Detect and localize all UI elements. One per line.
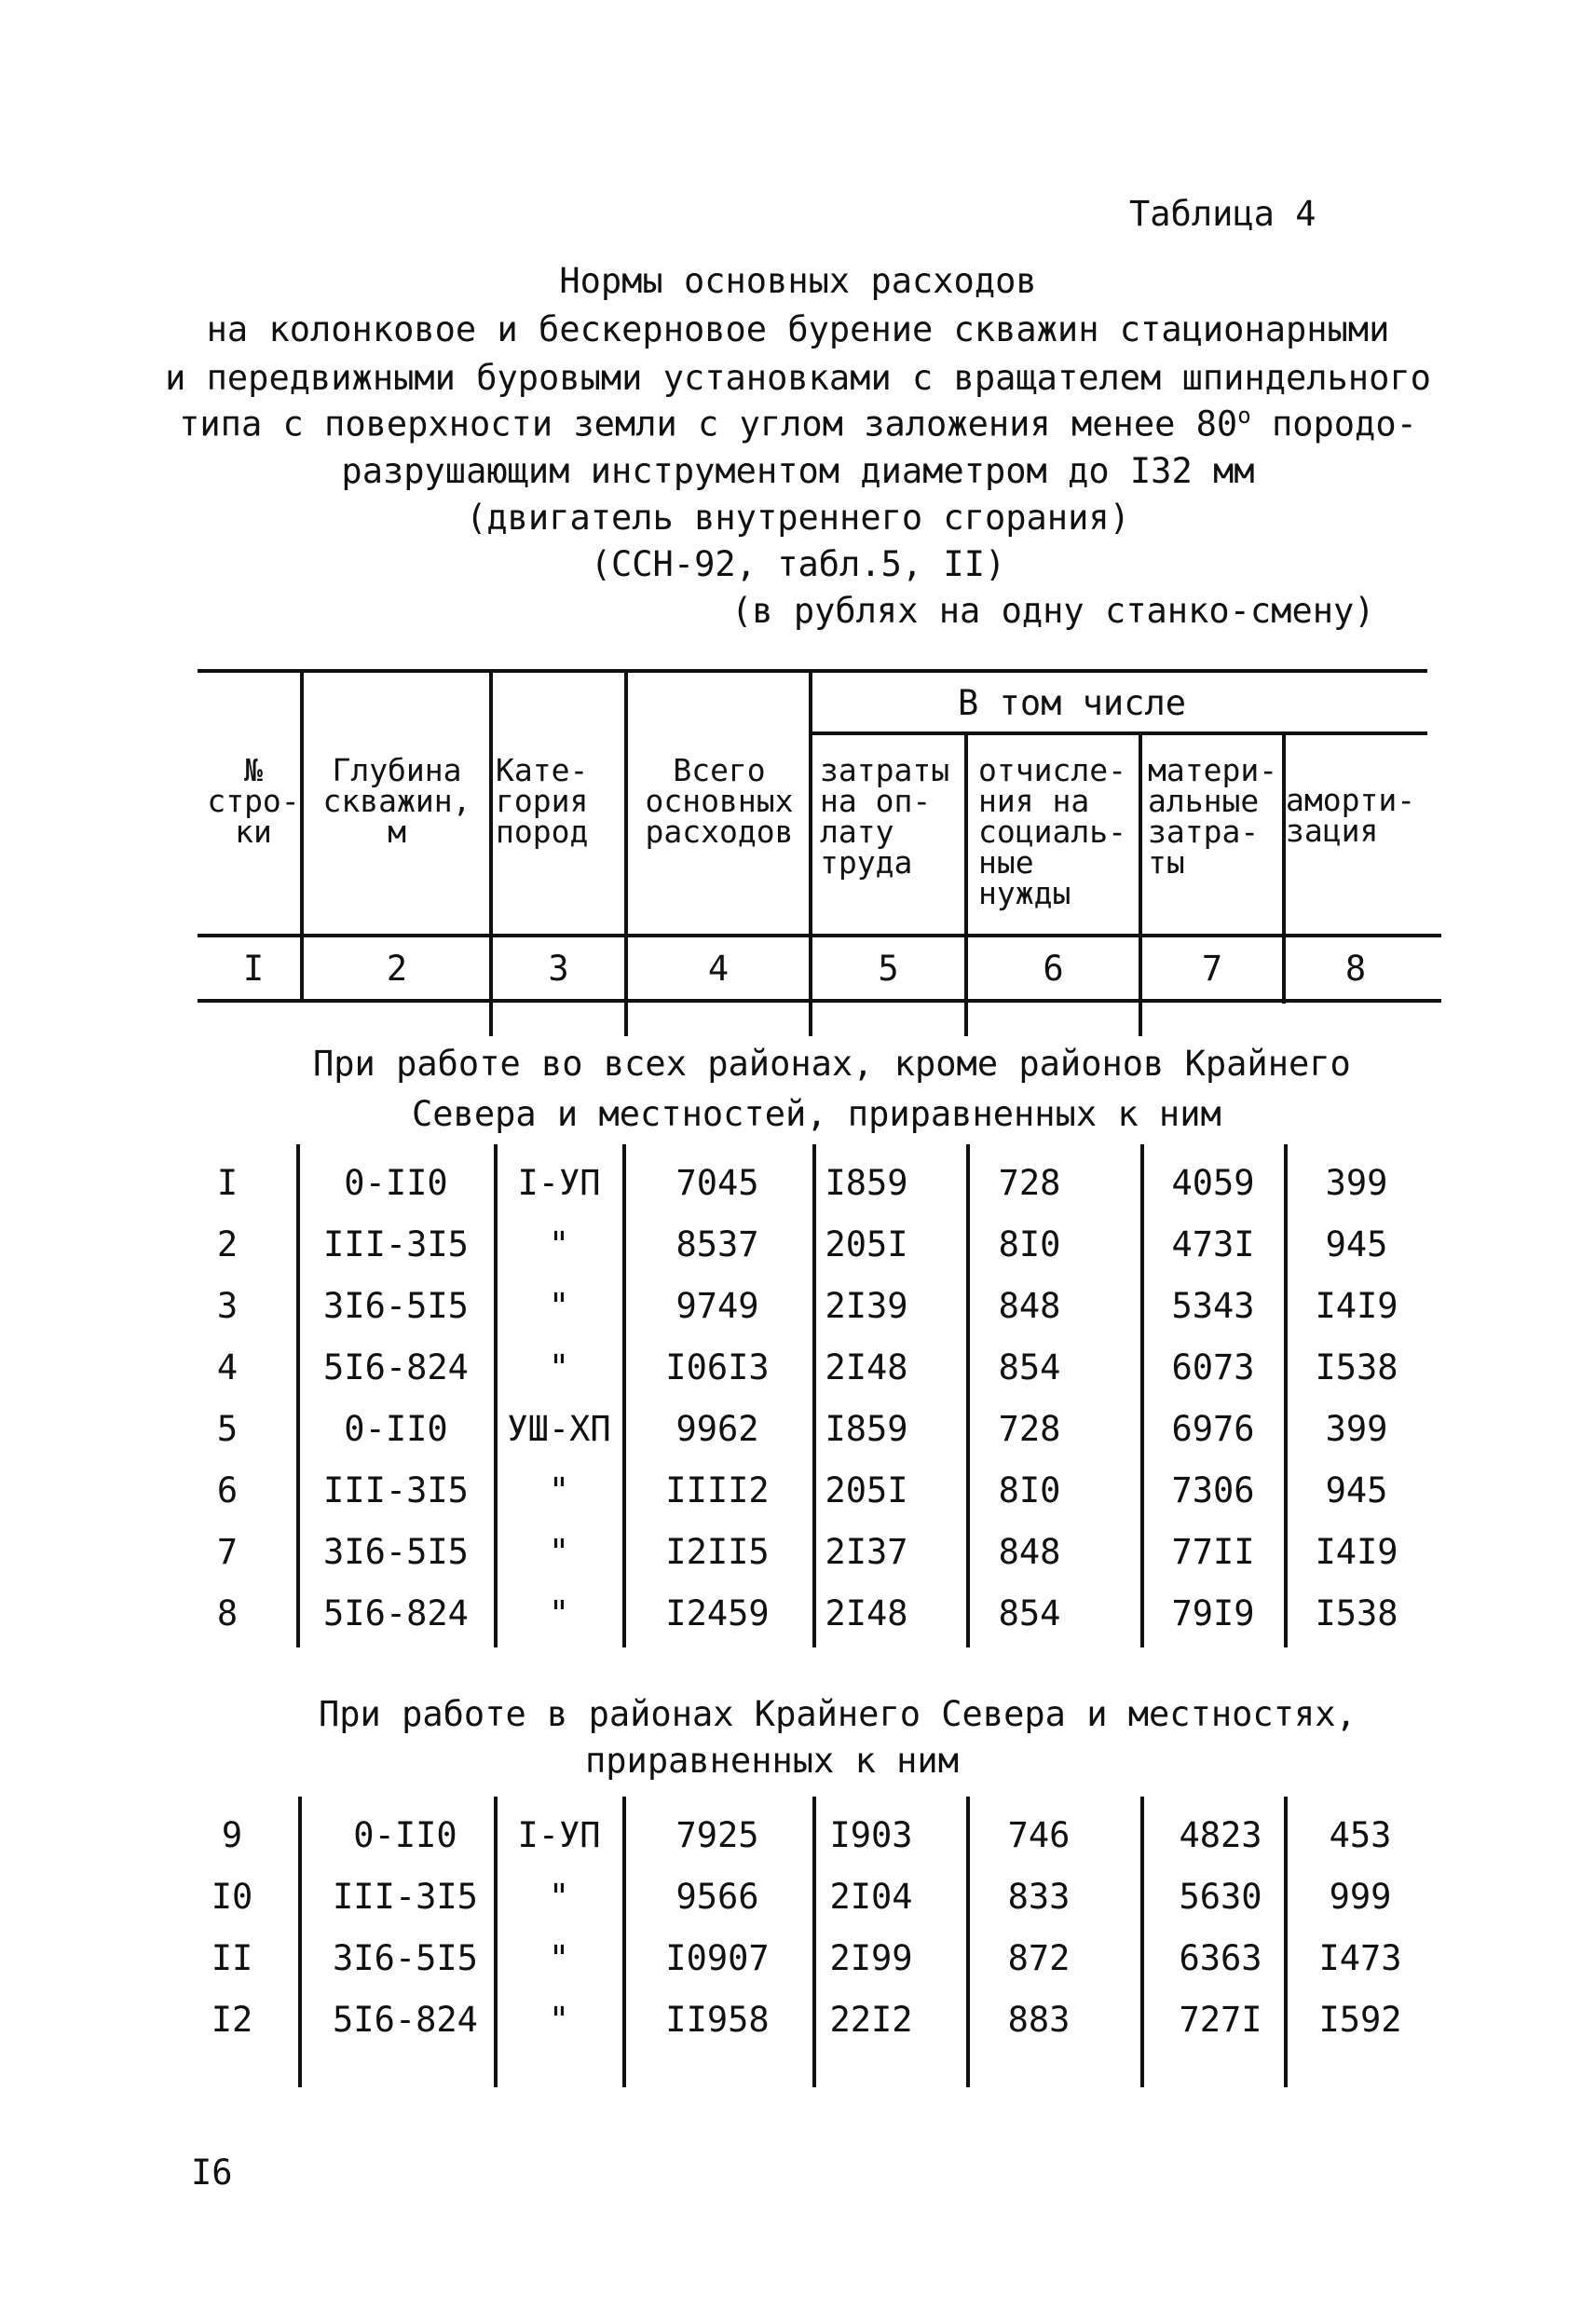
cell-category: " bbox=[548, 1286, 570, 1326]
cell-labor: 205I bbox=[825, 1224, 908, 1264]
s1-vline-3 bbox=[622, 1144, 626, 1647]
cell-depth: III-3I5 bbox=[323, 1470, 469, 1510]
cell-labor: 22I2 bbox=[829, 2000, 913, 2040]
title-line-4-tail: породо- bbox=[1271, 403, 1417, 444]
cell-row-number: 9 bbox=[221, 1815, 243, 1855]
cell-depth: III-3I5 bbox=[323, 1224, 469, 1264]
title-line-7: (ССН-92, табл.5, II) bbox=[590, 544, 1006, 584]
cell-materials: 4823 bbox=[1179, 1815, 1262, 1855]
cell-total: I2II5 bbox=[665, 1532, 770, 1572]
title-units: (в рублях на одну станко-смену) bbox=[731, 591, 1375, 631]
cell-row-number: II bbox=[211, 1938, 253, 1978]
cell-category: I-УП bbox=[517, 1163, 601, 1203]
cell-depth: 3I6-5I5 bbox=[323, 1532, 469, 1572]
cell-labor: 2I04 bbox=[829, 1877, 913, 1917]
col-header-amortization: аморти- зация bbox=[1286, 782, 1416, 849]
cell-total: 7925 bbox=[675, 1815, 759, 1855]
cell-social: 848 bbox=[998, 1286, 1061, 1326]
col-header-labor: затраты на оп- лату труда bbox=[820, 752, 950, 881]
cell-category: " bbox=[548, 2000, 570, 2040]
col-number-8: 8 bbox=[1344, 949, 1367, 989]
title-line-4-text: типа с поверхности земли с углом заложения менее 80 bbox=[179, 403, 1238, 444]
cell-amortization: I592 bbox=[1318, 2000, 1402, 2040]
cell-social: 854 bbox=[998, 1347, 1061, 1387]
cell-total: 9749 bbox=[675, 1286, 759, 1326]
col-number-1: I bbox=[242, 949, 265, 989]
cell-total: II958 bbox=[665, 2000, 770, 2040]
s1-vline-2 bbox=[494, 1144, 498, 1647]
col-number-5: 5 bbox=[878, 949, 899, 989]
cell-row-number: 4 bbox=[216, 1347, 239, 1387]
cell-total: I0907 bbox=[665, 1938, 770, 1978]
cell-social: 848 bbox=[998, 1532, 1061, 1572]
column-numbers-rule bbox=[198, 999, 1441, 1003]
col-header-depth: Глубина скважин, м bbox=[322, 752, 471, 850]
table-top-rule bbox=[198, 669, 1427, 673]
cell-total: I06I3 bbox=[665, 1347, 770, 1387]
cell-social: 728 bbox=[998, 1409, 1061, 1449]
cell-depth: 0-II0 bbox=[344, 1409, 448, 1449]
title-line-5: разрушающим инструментом диаметром до I32 мм bbox=[341, 451, 1255, 491]
col-header-row-number: № стро- ки bbox=[207, 752, 300, 850]
cell-amortization: I538 bbox=[1315, 1593, 1398, 1633]
section-1-title-line-2: Севера и местностей, приравненных к ним bbox=[412, 1094, 1221, 1134]
cell-social: 854 bbox=[998, 1593, 1061, 1633]
col-number-7: 7 bbox=[1201, 949, 1223, 989]
section-2-title-line-2: приравненных к ним bbox=[585, 1741, 959, 1781]
s2-vline-1 bbox=[298, 1797, 302, 2087]
cell-category: " bbox=[548, 1593, 570, 1633]
col-number-4: 4 bbox=[707, 949, 730, 989]
s1-vline-5 bbox=[966, 1144, 970, 1647]
cell-category: " bbox=[548, 1347, 570, 1387]
header-bottom-rule bbox=[198, 934, 1441, 937]
cell-depth: 5I6-824 bbox=[323, 1593, 469, 1633]
cell-amortization: I473 bbox=[1318, 1938, 1402, 1978]
col-number-3: 3 bbox=[548, 949, 569, 989]
cell-total: I2459 bbox=[665, 1593, 770, 1633]
cell-amortization: 399 bbox=[1325, 1163, 1388, 1203]
s2-vline-2 bbox=[494, 1797, 498, 2087]
cell-materials: 77II bbox=[1171, 1532, 1255, 1572]
cell-amortization: I4I9 bbox=[1315, 1532, 1398, 1572]
cell-category: I-УП bbox=[517, 1815, 601, 1855]
cell-social: 728 bbox=[998, 1163, 1061, 1203]
cell-materials: 4059 bbox=[1171, 1163, 1255, 1203]
cell-depth: III-3I5 bbox=[333, 1877, 478, 1917]
cell-materials: 7306 bbox=[1171, 1470, 1255, 1510]
cell-row-number: 5 bbox=[216, 1409, 239, 1449]
cell-social: 872 bbox=[1007, 1938, 1071, 1978]
cell-amortization: I4I9 bbox=[1315, 1286, 1398, 1326]
cell-category: " bbox=[548, 1938, 570, 1978]
col-header-total: Всего основных расходов bbox=[645, 752, 794, 850]
col-number-6: 6 bbox=[1043, 949, 1064, 989]
cell-labor: 2I39 bbox=[825, 1286, 908, 1326]
s1-vline-6 bbox=[1140, 1144, 1144, 1647]
col-header-materials: матери- альные затра- ты bbox=[1148, 752, 1278, 881]
cell-social: 883 bbox=[1007, 2000, 1071, 2040]
cell-row-number: 6 bbox=[216, 1470, 239, 1510]
title-line-2: на колонковое и бескерновое бурение скважин стационарными bbox=[206, 309, 1390, 349]
title-line-4 bbox=[0, 403, 1596, 444]
cell-total: 9566 bbox=[675, 1877, 759, 1917]
cell-labor: 2I48 bbox=[825, 1347, 908, 1387]
cell-category: УШ-ХП bbox=[507, 1409, 611, 1449]
cell-labor: 2I37 bbox=[825, 1532, 908, 1572]
page-number: I6 bbox=[191, 2153, 233, 2193]
cell-amortization: I538 bbox=[1315, 1347, 1398, 1387]
cell-labor: I903 bbox=[829, 1815, 913, 1855]
cell-amortization: 399 bbox=[1325, 1409, 1388, 1449]
cell-labor: 205I bbox=[825, 1470, 908, 1510]
cell-depth: 0-II0 bbox=[344, 1163, 448, 1203]
cell-social: 746 bbox=[1007, 1815, 1071, 1855]
cell-row-number: I0 bbox=[211, 1877, 253, 1917]
s2-vline-5 bbox=[966, 1797, 970, 2087]
s2-vline-3 bbox=[622, 1797, 626, 2087]
cell-total: 8537 bbox=[675, 1224, 759, 1264]
group-header-rule bbox=[811, 731, 1427, 735]
cell-amortization: 945 bbox=[1325, 1470, 1388, 1510]
s2-vline-6 bbox=[1140, 1797, 1144, 2087]
cell-total: 7045 bbox=[675, 1163, 759, 1203]
cell-materials: 5630 bbox=[1179, 1877, 1262, 1917]
cell-category: " bbox=[548, 1532, 570, 1572]
cell-social: 8I0 bbox=[998, 1224, 1061, 1264]
s1-vline-4 bbox=[812, 1144, 816, 1647]
s1-vline-1 bbox=[296, 1144, 300, 1647]
cell-depth: 3I6-5I5 bbox=[323, 1286, 469, 1326]
cell-category: " bbox=[548, 1224, 570, 1264]
cell-row-number: 2 bbox=[216, 1224, 239, 1264]
title-line-6: (двигатель внутреннего сгорания) bbox=[466, 498, 1130, 538]
group-header: В том числе bbox=[958, 683, 1187, 723]
cell-social: 8I0 bbox=[998, 1470, 1061, 1510]
col-number-2: 2 bbox=[386, 949, 408, 989]
title-line-1: Нормы основных расходов bbox=[559, 261, 1037, 301]
cell-amortization: 999 bbox=[1329, 1877, 1392, 1917]
title-line-3: и передвижными буровыми установками с вращателем шпиндельного bbox=[165, 358, 1431, 398]
cell-labor: 2I99 bbox=[829, 1938, 913, 1978]
cell-materials: 79I9 bbox=[1171, 1593, 1255, 1633]
table-label: Таблица 4 bbox=[1129, 194, 1316, 234]
cell-amortization: 945 bbox=[1325, 1224, 1388, 1264]
col-header-category: Кате- гория пород bbox=[496, 752, 589, 850]
header-vline-5 bbox=[964, 733, 968, 1036]
cell-total: 9962 bbox=[675, 1409, 759, 1449]
cell-depth: 5I6-824 bbox=[323, 1347, 469, 1387]
cell-depth: 0-II0 bbox=[353, 1815, 457, 1855]
cell-materials: 5343 bbox=[1171, 1286, 1255, 1326]
cell-row-number: I2 bbox=[211, 2000, 253, 2040]
tick-1 bbox=[489, 1001, 493, 1036]
cell-materials: 6073 bbox=[1171, 1347, 1255, 1387]
cell-labor: I859 bbox=[825, 1409, 908, 1449]
cell-depth: 5I6-824 bbox=[333, 2000, 478, 2040]
cell-materials: 473I bbox=[1171, 1224, 1255, 1264]
cell-amortization: 453 bbox=[1329, 1815, 1392, 1855]
header-vline-6 bbox=[1139, 733, 1142, 1036]
cell-materials: 6363 bbox=[1179, 1938, 1262, 1978]
cell-labor: 2I48 bbox=[825, 1593, 908, 1633]
s1-vline-7 bbox=[1284, 1144, 1288, 1647]
cell-social: 833 bbox=[1007, 1877, 1071, 1917]
cell-category: " bbox=[548, 1470, 570, 1510]
cell-row-number: 7 bbox=[216, 1532, 239, 1572]
cell-labor: I859 bbox=[825, 1163, 908, 1203]
s2-vline-4 bbox=[812, 1797, 816, 2087]
degree-superscript: о bbox=[1237, 403, 1251, 429]
cell-materials: 727I bbox=[1179, 2000, 1262, 2040]
tick-3 bbox=[1139, 1001, 1142, 1031]
cell-materials: 6976 bbox=[1171, 1409, 1255, 1449]
section-1-title-line-1: При работе во всех районах, кроме районов Крайнего bbox=[313, 1044, 1351, 1084]
cell-depth: 3I6-5I5 bbox=[333, 1938, 478, 1978]
tick-2 bbox=[624, 1001, 628, 1036]
cell-row-number: 8 bbox=[216, 1593, 239, 1633]
cell-row-number: I bbox=[216, 1163, 239, 1203]
cell-total: IIII2 bbox=[665, 1470, 770, 1510]
cell-category: " bbox=[548, 1877, 570, 1917]
cell-row-number: 3 bbox=[216, 1286, 239, 1326]
section-2-title-line-1: При работе в районах Крайнего Севера и местностях, bbox=[319, 1694, 1357, 1734]
col-header-social: отчисле- ния на социаль- ные нужды bbox=[978, 752, 1126, 911]
